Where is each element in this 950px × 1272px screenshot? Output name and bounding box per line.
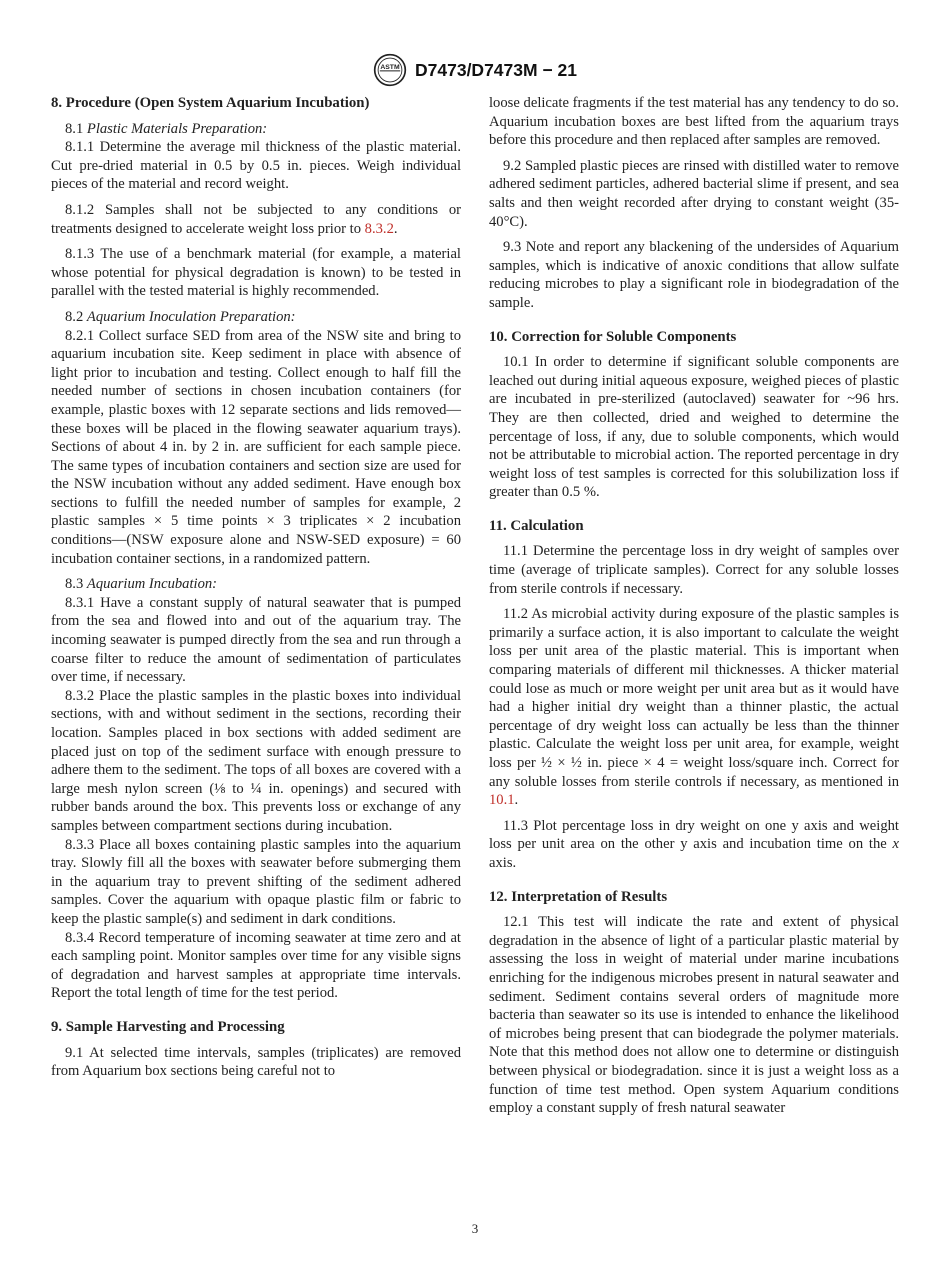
paragraph-11-2-text: 11.2 As microbial activity during exposure of the plastic samples is primarily a surface action, it is also important to calculate the weight loss per unit area of the plastic material. This is important when comparing materials of different mil thicknesses. A thicker material could lose as much or more weight per unit area but as it would have had a higher initial dry weight than a thinner plastic, the actual percentage of dry weight loss can actually be less than the thinner plastic. Calculate the weight loss per unit area, for example, weight loss per ½ × ½ in. piece × 4 = weight loss/square inch. Correct for any soluble losses from sterile controls if necessary, as mentioned in [489,606,899,790]
reference-link-8-3-2[interactable]: 8.3.2 [364,220,394,237]
paragraph-8-2-1: 8.2.1 Collect surface SED from area of the NSW site and bring to aquarium incubation site. Keep sediment in place with absence of light prior to incubation and testing. Collect enough to half fill the needed number of sections in chosen incubation containers (for example, plastic boxes with 12 separate sections and lids removed—these boxes will be placed in the flowing seawater aquarium trays). Sections of about 4 in. by 2 in. are sufficient for each sample piece. The same types of incubation containers and section size are used for the NSW incubation without any added sediment. Have enough box sections to fulfill the needed number of samples for example, 2 plastic samples × 5 time points × 3 triplicates × 2 incubation conditions—(NSW exposure alone and NSW-SED exposure) = 60 incubation container sections, in a randomized pattern. [51,327,461,567]
svg-text:ASTM: ASTM [380,64,400,72]
paragraph-8-1-2-text: 8.1.2 Samples shall not be subjected to any conditions or treatments designed to accelerate weight loss prior to [51,201,461,237]
section-11-heading: 11. Calculation [489,517,584,534]
paragraph-12-1: 12.1 This test will indicate the rate and extent of physical degradation in the absence of light of a particular plastic material by assessing the loss in weight of material under marine incubations enriching for the indigenous microbes present in natural seawater and sediment. Sediment contains several orders of magnitude more bacteria than seawater so its use is intended to enhance the likelihood of microbes being present that can biodegrade the polymer materials. Note that this method does not allow one to determine or distinguish between physical or biodegradation. since it is just a weight loss as a function of time test method. Open system Aquarium conditions employ a constant supply of fresh natural seawater [489,914,899,1117]
page-number: 3 [471,1221,479,1236]
paragraph-11-2-end: . [514,792,519,809]
section-8-heading: 8. Procedure (Open System Aquarium Incubation) [51,95,370,111]
section-10-heading: 10. Correction for Soluble Components [489,328,737,345]
paragraph-8-2-number: 8.2 [65,308,84,325]
paragraph-8-3-1: 8.3.1 Have a constant supply of natural seawater that is pumped from the sea and flowed into and out of the aquarium tray. The incoming seawater is pumped directly from the sea and run through a coarse filter to reduce the amount of sedimentation of particulates over time, if necessary. [51,594,461,686]
paragraph-8-3-number: 8.3 [65,576,84,593]
paragraph-9-2: 9.2 Sampled plastic pieces are rinsed with distilled water to remove adhered sediment particles, adhered bacterial slime if present, and sea salts and then weight recorded after drying to constant weight (35-40°C). [489,157,899,230]
paragraph-11-2 [489,605,899,810]
section-9-heading: 9. Sample Harvesting and Processing [51,1018,285,1035]
paragraph-8-1 [51,120,461,139]
paragraph-9-1-continued: loose delicate fragments if the test material has any tendency to do so. Aquarium incubation boxes are best lifted from the aquarium trays before this procedure and then replaced after samples are removed. [489,95,899,149]
page-header [0,52,950,88]
paragraph-8-2 [51,308,461,327]
paragraph-11-3-axis: x [892,836,899,853]
paragraph-8-3-3: 8.3.3 Place all boxes containing plastic samples into the aquarium tray. Slowly fill all the boxes with seawater before submerging them in the aquarium tray to prevent shifting of the sediment adhered samples. Cover the aquarium with opaque plastic film or fabric to keep the plastic sample(s) and sediment in dark conditions. [51,836,461,927]
paragraph-11-1: 11.1 Determine the percentage loss in dry weight of samples over time (average of triplicate samples). Correct for any soluble losses from sterile controls if necessary. [489,543,899,597]
paragraph-8-3-2: 8.3.2 Place the plastic samples in the plastic boxes into individual sections, with and without sediment in the sections, recording their location. Samples placed in box sections with added sediment are placed just on top of the sediment surface with enough pressure to adhere them to the sediment. The tops of all boxes are covered with a large mesh nylon screen (⅛ to ¼ in. openings) and secured with rubber bands around the box. This prevents loss or exchange of any samples between compartment sections during incubation. [51,687,461,834]
paragraph-8-3-4: 8.3.4 Record temperature of incoming seawater at time zero and at each sampling point. Monitor samples over time for any visible signs of degradation and harvest samples at appropriate time intervals. Report the total length of time for the test period. [51,929,461,1002]
paragraph-8-1-2-end: . [393,220,398,237]
paragraph-8-3 [51,575,461,594]
paragraph-11-3 [489,817,899,873]
left-column [51,94,461,1081]
section-12-heading: 12. Interpretation of Results [489,888,668,905]
document-id: D7473/D7473M − 21 [415,59,577,80]
paragraph-8-2-title: Aquarium Inoculation Preparation: [86,308,296,325]
paragraph-8-1-1: 8.1.1 Determine the average mil thickness of the plastic material. Cut pre-dried material in 0.5 by 0.5 in. pieces. Weigh individual pieces of the material and record weight. [51,139,461,193]
right-column [489,94,899,1118]
paragraph-9-1: 9.1 At selected time intervals, samples (triplicates) are removed from Aquarium box sections being careful not to [51,1044,461,1080]
paragraph-11-3-end: axis. [489,854,517,871]
paragraph-8-1-2 [51,201,461,238]
paragraph-8-1-3: 8.1.3 The use of a benchmark material (for example, a material whose potential for physical degradation is known) to be tested in parallel with the tested material is highly recommended. [51,246,461,300]
astm-logo-icon [373,53,407,87]
paragraph-8-3-title: Aquarium Incubation: [86,576,218,593]
paragraph-9-3: 9.3 Note and report any blackening of the undersides of Aquarium samples, which is indicative of anoxic conditions that allow sulfate reducing microbes to play a significant role in biodegradation of the sample. [489,239,899,311]
paragraph-8-1-title: Plastic Materials Preparation: [86,120,268,137]
paragraph-8-1-number: 8.1 [65,120,84,137]
paragraph-11-3-text: 11.3 Plot percentage loss in dry weight on one y axis and weight loss per unit area on the other y axis and incubation time on the [489,817,899,853]
paragraph-10-1: 10.1 In order to determine if significant soluble components are leached out during initial aqueous exposure, weighed pieces of plastic are incubated in pre-sterilized (autoclaved) seawater for ~96 hrs. They are then collected, dried and weighed to determine the percentage of loss, if any, due to soluble components, which would not be attributable to microbial action. The reported percentage in dry weight loss of test samples is corrected for this solubilization loss if greater than 0.5 %. [489,354,899,501]
reference-link-10-1[interactable]: 10.1 [489,792,515,809]
